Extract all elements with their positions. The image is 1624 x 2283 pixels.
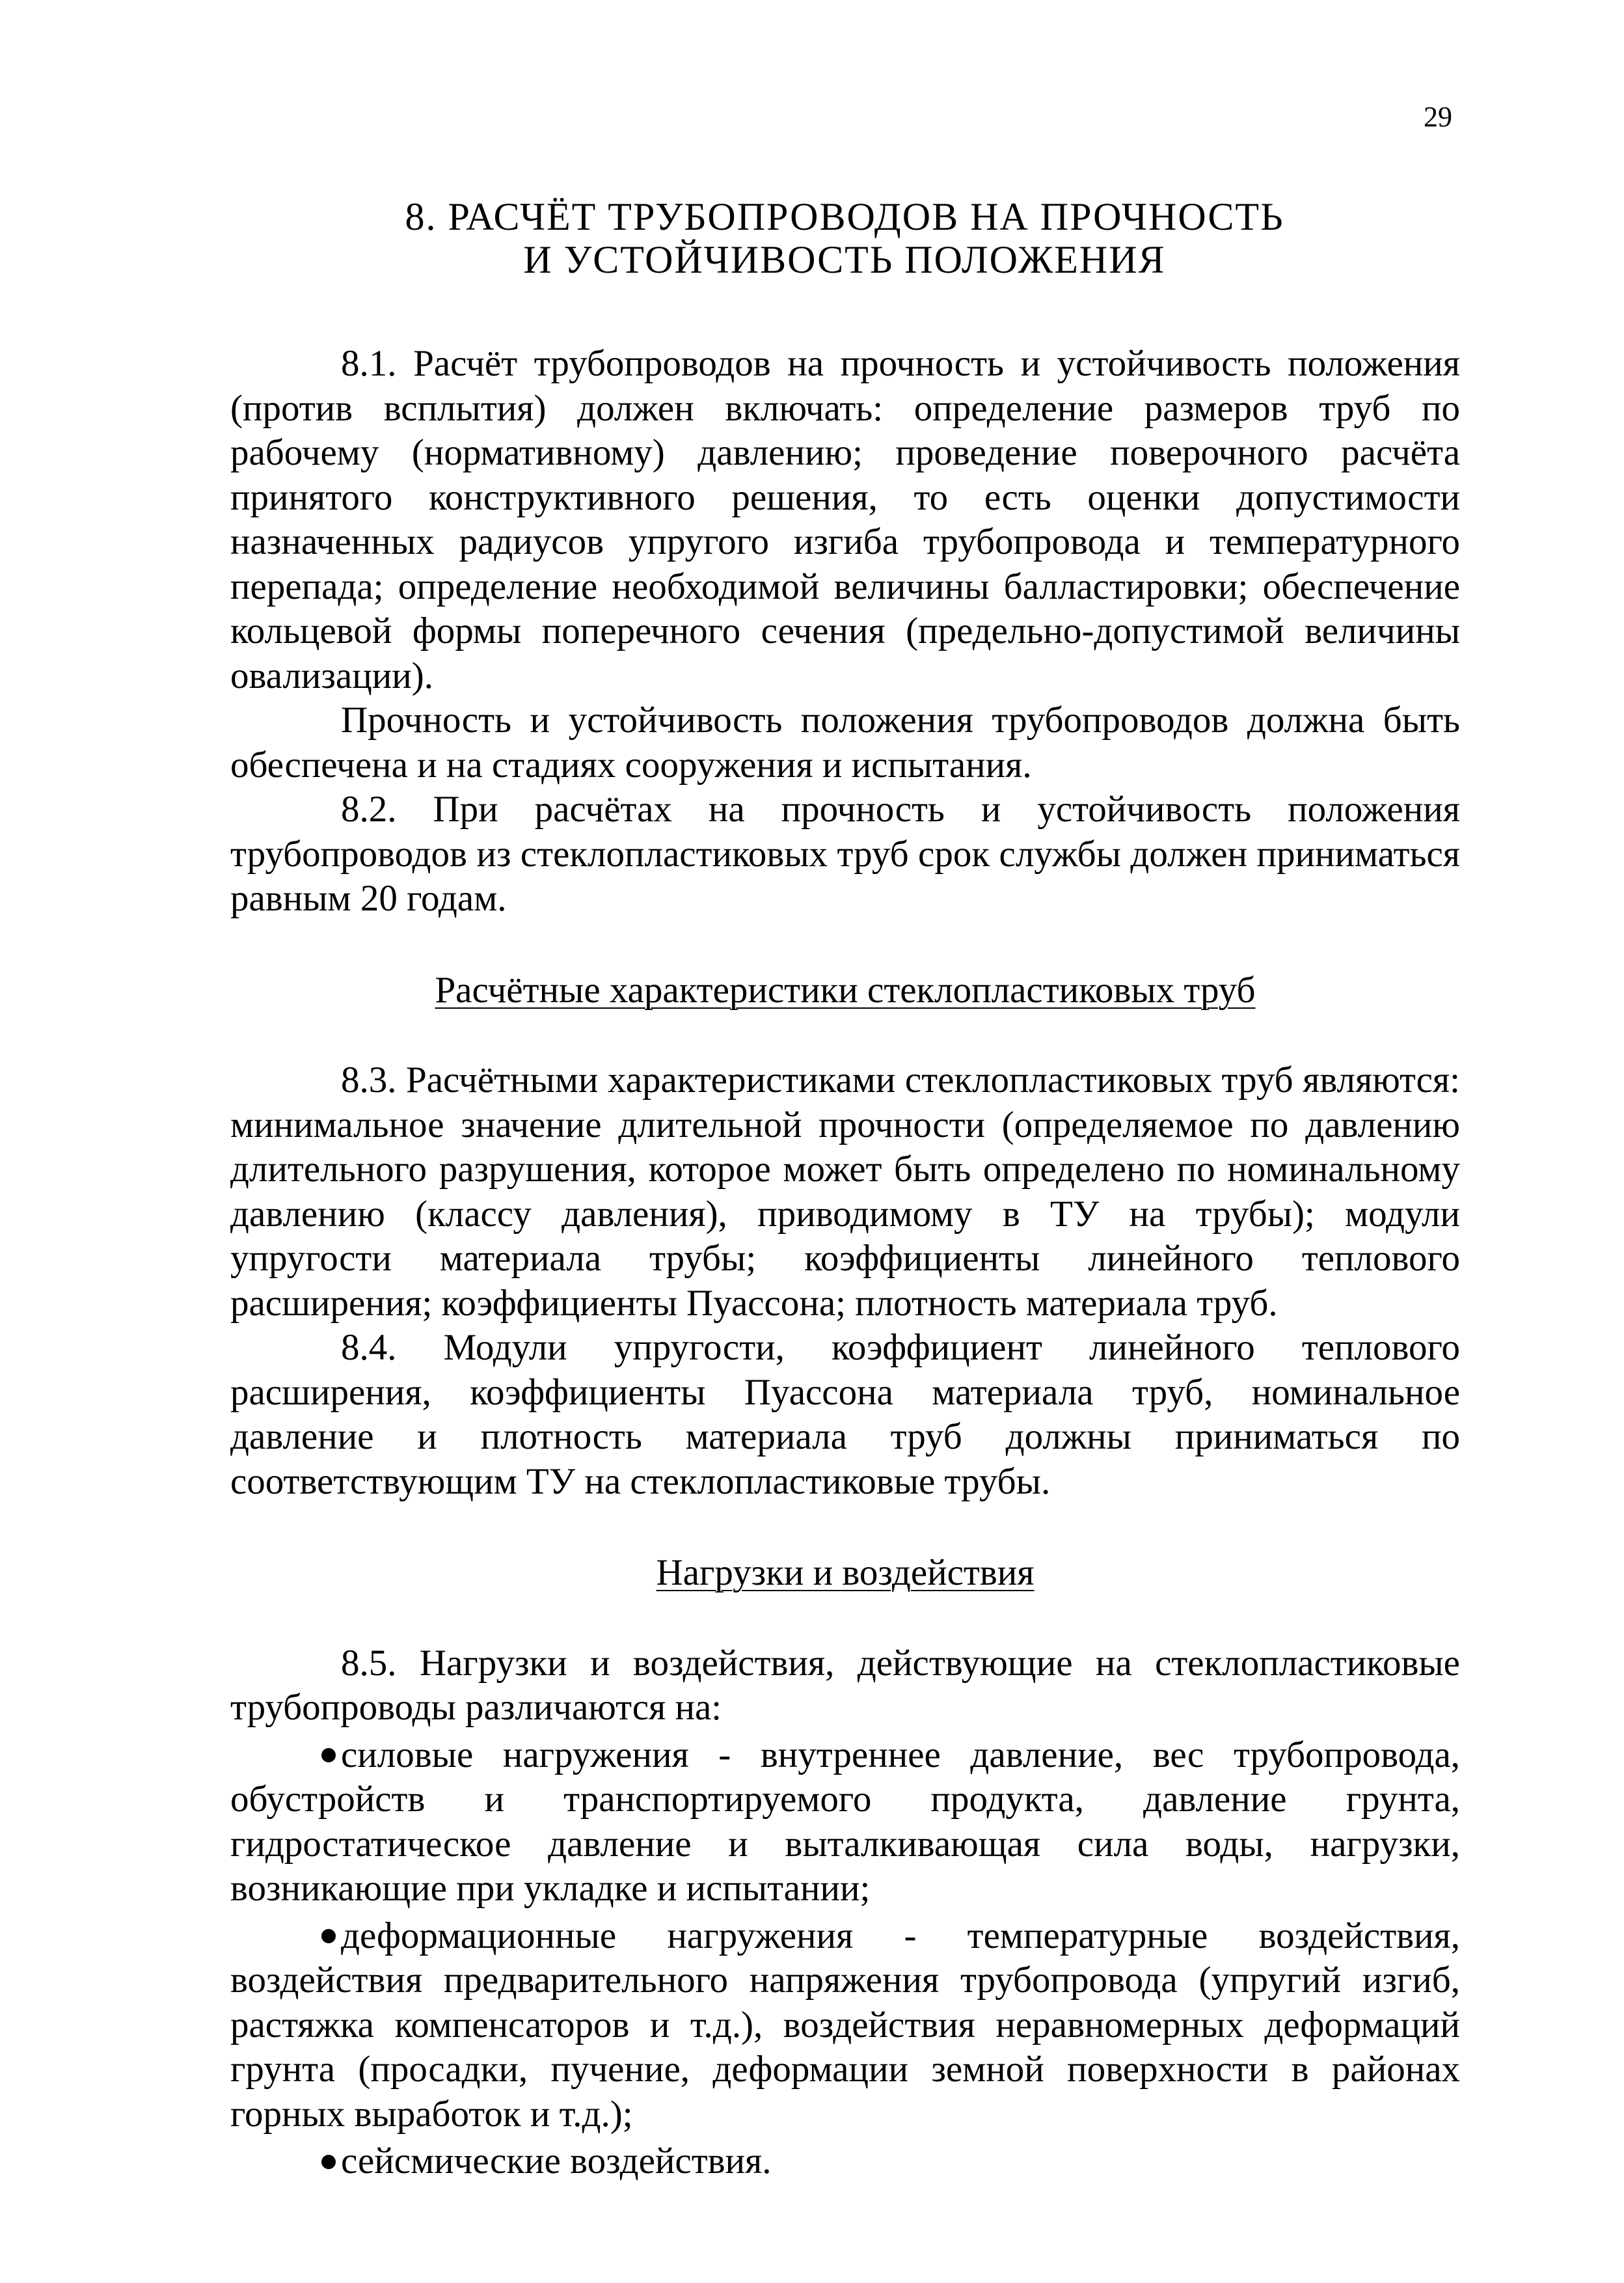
section-heading-loads: Нагрузки и воздействия bbox=[656, 1552, 1035, 1593]
chapter-title bbox=[195, 195, 1494, 281]
section-heading-characteristics: Расчётные характеристики стеклопластиковых труб bbox=[435, 969, 1256, 1011]
list-item bbox=[230, 1733, 1460, 1911]
list-item-text: силовые нагружения - внутреннее давление, вес трубопровода, обустройств и транспортируемого продукта, давление грунта, гидростатическое давление и выталкивающая сила воды, нагрузки, возникающие при укладке и испытании; bbox=[230, 1734, 1460, 1909]
bullet-icon bbox=[321, 1748, 336, 1762]
list-item-text: деформационные нагружения - температурные воздействия, воздействия предварительного напряжения трубопровода (упругий изгиб, растяжка компенсаторов и т.д.), воздействия неравномерных деформаций грунта (просадки, пучение, деформации земной поверхности в районах горных выработок и т.д.); bbox=[230, 1915, 1460, 2135]
list-item bbox=[230, 2139, 1460, 2184]
paragraph-8-1-continued: Прочность и устойчивость положения трубопроводов должна быть обеспечена и на стадиях сооружения и испытания. bbox=[230, 700, 1460, 786]
bullet-icon bbox=[321, 1929, 336, 1943]
chapter-title-line-1: 8. РАСЧЁТ ТРУБОПРОВОДОВ НА ПРОЧНОСТЬ bbox=[405, 195, 1284, 238]
list-item-text: сейсмические воздействия. bbox=[341, 2140, 772, 2181]
chapter-title-line-2: И УСТОЙЧИВОСТЬ ПОЛОЖЕНИЯ bbox=[523, 238, 1166, 281]
paragraph-8-4: 8.4. Модули упругости, коэффициент линейного теплового расширения, коэффициенты Пуассона материала труб, номинальное давление и плотность материала труб должны приниматься по соответствующим ТУ на стеклопластиковые трубы. bbox=[230, 1327, 1460, 1502]
document-body bbox=[230, 342, 1460, 2184]
list-item bbox=[230, 1914, 1460, 2137]
paragraph-8-2: 8.2. При расчётах на прочность и устойчивость положения трубопроводов из стеклопластиковых труб срок службы должен приниматься равным 20 годам. bbox=[230, 789, 1460, 919]
bullet-icon bbox=[321, 2155, 336, 2169]
page-number: 29 bbox=[1424, 101, 1452, 133]
paragraph-8-5: 8.5. Нагрузки и воздействия, действующие на стеклопластиковые трубопроводы различаются на: bbox=[230, 1642, 1460, 1728]
paragraph-8-3: 8.3. Расчётными характеристиками стеклопластиковых труб являются: минимальное значение длительной прочности (определяемое по давлению длительного разрушения, которое может быть определено по номинальному давлению (классу давления), приводимому в ТУ на трубы); модули упругости материала трубы; коэффициенты линейного теплового расширения; коэффициенты Пуассона; плотность материала труб. bbox=[230, 1059, 1460, 1324]
paragraph-8-1: 8.1. Расчёт трубопроводов на прочность и устойчивость положения (против всплытия) должен включать: определение размеров труб по рабочему (нормативному) давлению; проведение поверочного расчёта принятого конструктивного решения, то есть оценки допустимости назначенных радиусов упругого изгиба трубопровода и температурного перепада; определение необходимой величины балластировки; обеспечение кольцевой формы поперечного сечения (предельно-допустимой величины овализации). bbox=[230, 343, 1460, 696]
loads-bullet-list bbox=[230, 1733, 1460, 2184]
